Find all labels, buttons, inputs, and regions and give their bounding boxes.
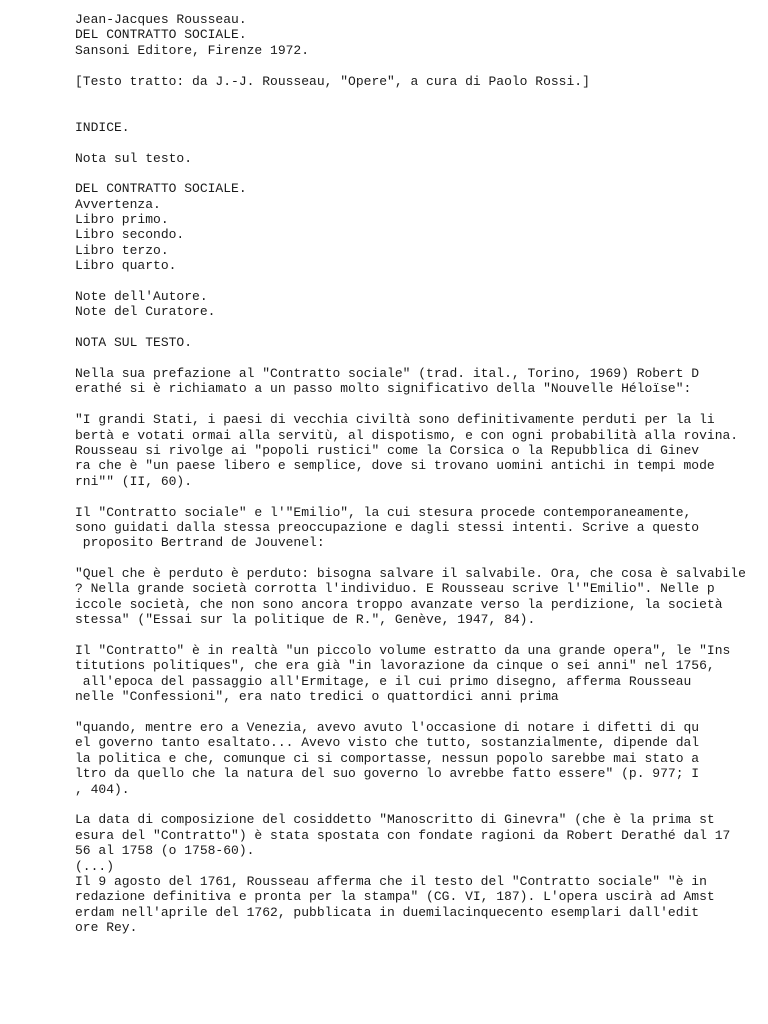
source-note xyxy=(75,74,755,89)
paragraph xyxy=(75,505,755,551)
paragraph xyxy=(75,366,755,397)
text-line: ltro da quello che la natura del suo governo lo avrebbe fatto essere" (p. 977; I xyxy=(75,766,700,782)
paragraph xyxy=(75,812,755,935)
text-line: sono guidati dalla stessa preoccupazione e dagli stessi intenti. Scrive a questo xyxy=(75,519,700,535)
index-entry: Libro primo. xyxy=(75,212,169,228)
text-line: ore Rey. xyxy=(75,920,138,936)
index-entry: Note dell'Autore. xyxy=(75,289,208,305)
quotation xyxy=(75,412,755,489)
section-title: NOTA SUL TESTO. xyxy=(75,335,193,351)
text-line: proposito Bertrand de Jouvenel: xyxy=(75,535,325,551)
index-notes-list xyxy=(75,289,755,320)
index-entry: Libro secondo. xyxy=(75,227,185,243)
index-nota-entry xyxy=(75,151,755,166)
text-line: "quando, mentre ero a Venezia, avevo avuto l'occasione di notare i difetti di qu xyxy=(75,719,700,735)
text-line: iccole società, che non sono ancora troppo avanzate verso la perdizione, la società xyxy=(75,596,723,612)
text-line: el governo tanto esaltato... Avevo visto che tutto, sostanzialmente, dipende dal xyxy=(75,735,700,751)
text-line: nelle "Confessioni", era nato tredici o quattordici anni prima xyxy=(75,689,559,705)
section-heading xyxy=(75,335,755,350)
quotation xyxy=(75,720,755,797)
text-line: 56 al 1758 (o 1758-60). xyxy=(75,843,255,859)
text-line: all'epoca del passaggio all'Ermitage, e il cui primo disegno, afferma Rousseau xyxy=(75,673,692,689)
text-line: stessa" ("Essai sur la politique de R.", Genève, 1947, 84). xyxy=(75,612,536,628)
text-line: Nella sua prefazione al "Contratto sociale" (trad. ital., Torino, 1969) Robert D xyxy=(75,366,700,381)
text-line: "Quel che è perduto è perduto: bisogna salvare il salvabile. Ora, che cosa è salvabile xyxy=(75,566,746,582)
title-line: DEL CONTRATTO SOCIALE. xyxy=(75,27,247,43)
document-page xyxy=(75,12,755,935)
text-line: erathé si è richiamato a un passo molto significativo della "Nouvelle Héloïse": xyxy=(75,381,692,397)
text-line: Il "Contratto" è in realtà "un piccolo volume estratto da una grande opera", le "Ins xyxy=(75,643,731,659)
text-line: titutions politiques", che era già "in lavorazione da cinque o sei anni" nel 1756, xyxy=(75,658,715,674)
quotation xyxy=(75,566,755,628)
book-header xyxy=(75,12,755,58)
index-entry: Libro terzo. xyxy=(75,242,169,258)
author-line: Jean-Jacques Rousseau. xyxy=(75,12,247,27)
text-line: bertà e votati ormai alla servitù, al dispotismo, e con ogni probabilità alla rovina. xyxy=(75,427,739,443)
text-line: la politica e che, comunque ci si comportasse, nessun popolo sarebbe mai stato a xyxy=(75,750,700,766)
text-line: ra che è "un paese libero e semplice, dove si trovano uomini antichi in tempi mode xyxy=(75,458,715,474)
text-line: redazione definitiva e pronta per la stampa" (CG. VI, 187). L'opera uscirà ad Amst xyxy=(75,889,715,905)
text-line: rni"" (II, 60). xyxy=(75,473,193,489)
text-line: ? Nella grande società corrotta l'individuo. E Rousseau scrive l'"Emilio". Nelle p xyxy=(75,581,715,597)
text-line: Il 9 agosto del 1761, Rousseau afferma che il testo del "Contratto sociale" "è in xyxy=(75,873,707,889)
index-entry: DEL CONTRATTO SOCIALE. xyxy=(75,181,247,197)
index-entry: Avvertenza. xyxy=(75,196,161,212)
publisher-line: Sansoni Editore, Firenze 1972. xyxy=(75,42,310,58)
text-line: "I grandi Stati, i paesi di vecchia civiltà sono definitivamente perduti per la li xyxy=(75,412,715,428)
index-entry: Nota sul testo. xyxy=(75,150,193,166)
source-note-line: [Testo tratto: da J.-J. Rousseau, "Opere", a cura di Paolo Rossi.] xyxy=(75,73,590,89)
index-entry: Note del Curatore. xyxy=(75,304,216,320)
paragraph xyxy=(75,643,755,705)
text-line: Il "Contratto sociale" e l'"Emilio", la cui stesura procede contemporaneamente, xyxy=(75,504,692,520)
text-line: La data di composizione del cosiddetto "Manoscritto di Ginevra" (che è la prima st xyxy=(75,812,715,828)
text-line: esura del "Contratto") è stata spostata con fondate ragioni da Robert Derathé dal 17 xyxy=(75,827,731,843)
text-line: erdam nell'aprile del 1762, pubblicata in duemilacinquecento esemplari dall'edit xyxy=(75,904,700,920)
text-line: Rousseau si rivolge ai "popoli rustici" come la Corsica o la Repubblica di Ginev xyxy=(75,442,700,458)
index-heading xyxy=(75,120,755,135)
index-contents-list xyxy=(75,181,755,273)
index-entry: Libro quarto. xyxy=(75,258,177,274)
index-title: INDICE. xyxy=(75,119,130,135)
text-line: (...) xyxy=(75,858,115,874)
text-line: , 404). xyxy=(75,781,130,797)
